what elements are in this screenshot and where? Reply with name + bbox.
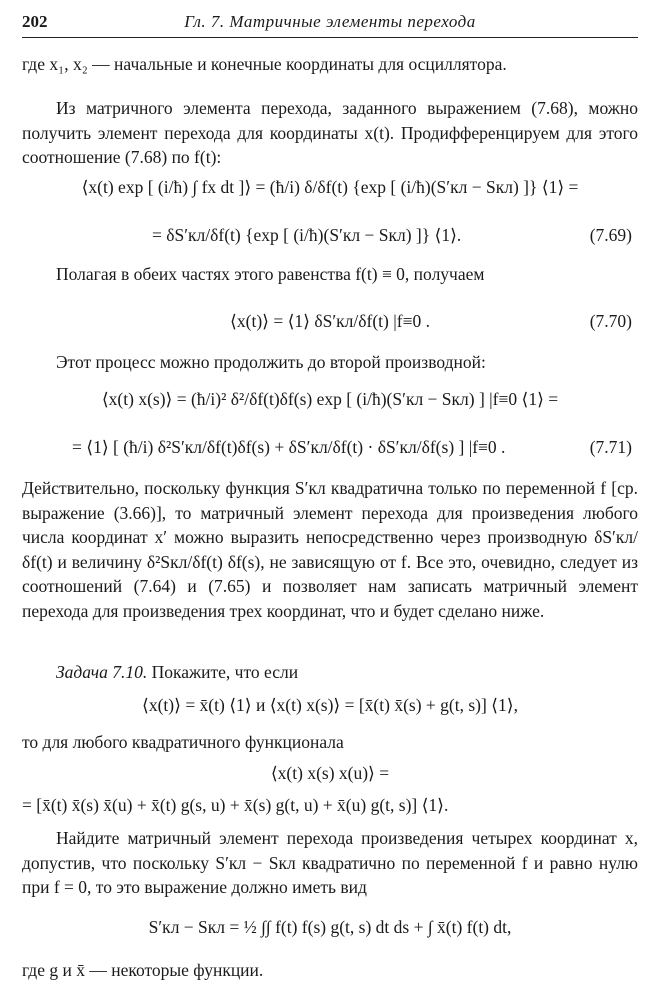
running-title: Гл. 7. Матричные элементы перехода [184,12,476,31]
equation-text: = ⟨1⟩ [ (ħ/i) δ²S′кл/δf(t)δf(s) + δS′кл/δf(t) · δS′кл/δf(s) ] |f≡0 . [72,437,506,457]
equation-number: (7.71) [589,437,632,457]
problem-equation-1 [22,690,638,720]
equation-7-69-line-2 [22,220,638,250]
equation-7-70 [22,306,638,336]
page-number: 202 [22,12,48,31]
paragraph-6: Найдите матричный элемент перехода произведения четырех координат x, допустив, что поскольку S′кл − Sкл квадратично по переменной f и равно нулю при f = 0, то это выражение должно иметь вид [22,828,638,897]
equation-text: S′кл − Sкл = ½ ∫∫ f(t) f(s) g(t, s) dt ds + ∫ x̄(t) f(t) dt, [148,917,512,937]
problem-text: Покажите, что если [151,662,299,682]
equation-number: (7.70) [589,311,632,331]
paragraph-7: где g и x̄ — некоторые функции. [22,960,264,980]
running-header [22,10,638,34]
equation-text: ⟨x(t)⟩ = ⟨1⟩ δS′кл/δf(t) |f≡0 . [230,311,430,331]
equation-7-71-line-1 [22,384,638,414]
equation-number: (7.69) [589,225,632,245]
problem-equation-2 [22,758,638,788]
paragraph-3: Этот процесс можно продолжить до второй производной: [56,352,486,372]
problem-equation-4 [22,912,638,942]
problem-label: Задача 7.10. [56,662,148,682]
equation-7-71-line-2 [22,432,638,462]
header-rule [22,37,638,38]
equation-7-69-line-1 [22,172,638,202]
paragraph-2: Полагая в обеих частях этого равенства f(t) ≡ 0, получаем [56,264,485,284]
equation-text: ⟨x(t) x(s)⟩ = (ħ/i)² δ²/δf(t)δf(s) exp [ (i/ħ)(S′кл − Sкл) ] |f≡0 ⟨1⟩ = [101,389,559,409]
paragraph-5: то для любого квадратичного функционала [22,732,344,752]
equation-text: ⟨x(t) x(s) x(u)⟩ = [270,763,390,783]
equation-text: = [x̄(t) x̄(s) x̄(u) + x̄(t) g(s, u) + x̄(s) g(t, u) + x̄(u) g(t, s)] ⟨1⟩. [22,795,449,815]
intro-line: где x₁, x₂ — начальные и конечные координаты для осциллятора. [22,54,507,74]
problem-statement [22,660,638,685]
equation-text: = δS′кл/δf(t) {exp [ (i/ħ)(S′кл − Sкл) ]} ⟨1⟩. [152,225,462,245]
paragraph-1: Из матричного элемента перехода, заданного выражением (7.68), можно получить элемент перехода для координаты x(t). Продифференцируем для этого соотношение (7.68) по f(t): [22,98,638,167]
equation-text: ⟨x(t) exp [ (i/ħ) ∫ fx dt ]⟩ = (ħ/i) δ/δf(t) {exp [ (i/ħ)(S′кл − Sкл) ]} ⟨1⟩ = [81,177,579,197]
problem-equation-3 [22,790,638,820]
equation-text: ⟨x(t)⟩ = x̄(t) ⟨1⟩ и ⟨x(t) x(s)⟩ = [x̄(t) x̄(s) + g(t, s)] ⟨1⟩, [142,695,518,715]
paragraph-4: Действительно, поскольку функция S′кл квадратична только по переменной f [ср. выражение (3.66)], то матричный элемент перехода для произведения любого числа координат x′ можно выразить непосредственно через производную δS′кл/δf(t) и величину δ²Sкл/δf(t) δf(s), не зависящую от f. Все это, очевидно, следует из соотношений (7.64) и (7.65) и позволяет нам записать матричный элемент перехода для произведения трех координат, что и будет сделано ниже. [22,478,638,621]
